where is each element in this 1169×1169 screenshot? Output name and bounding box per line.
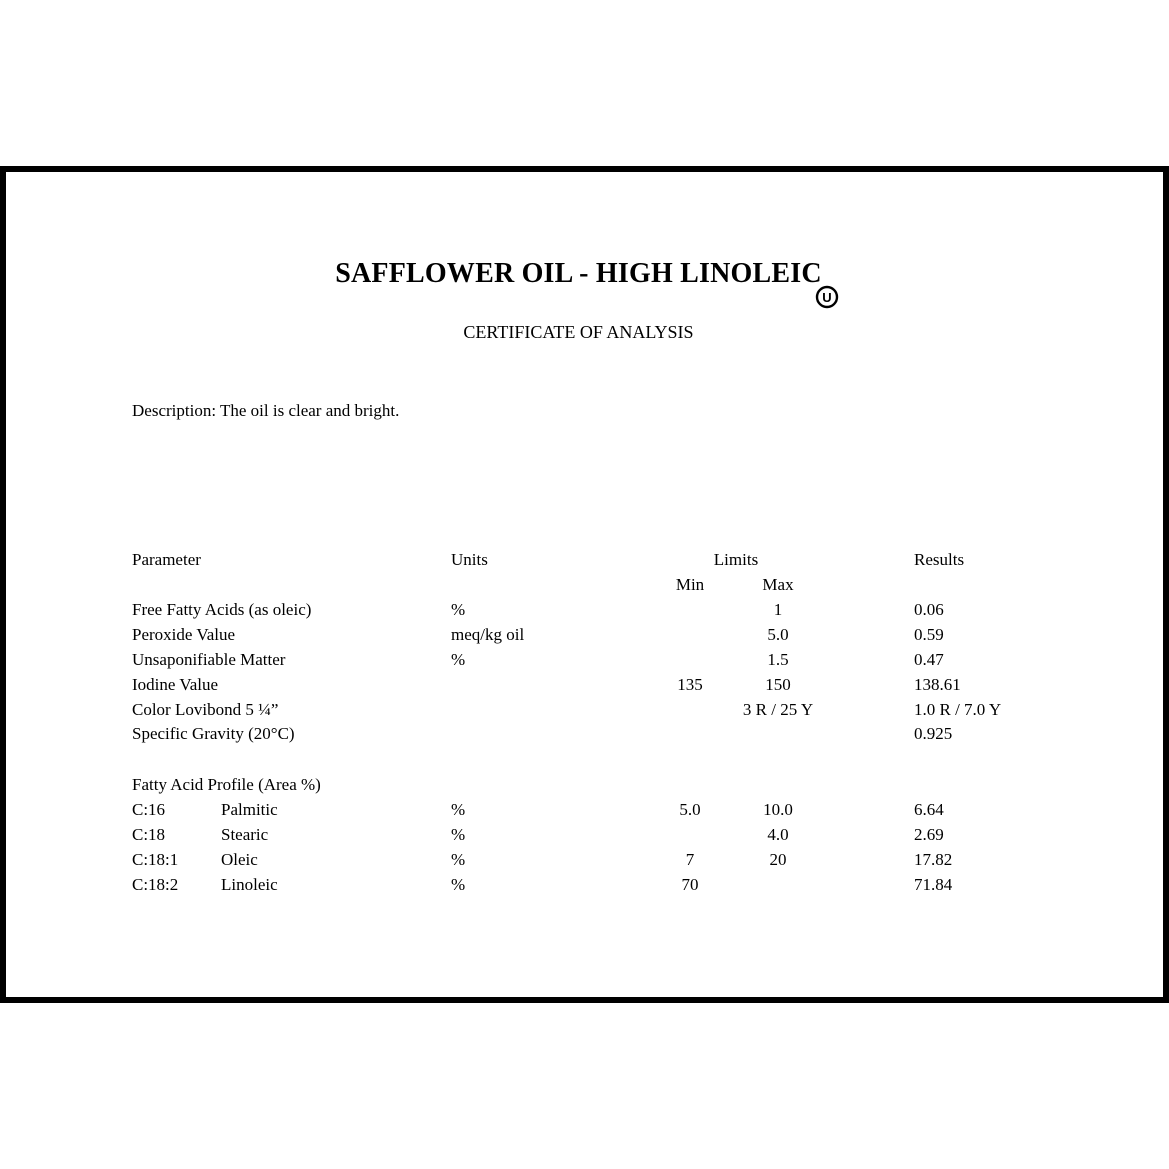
row-result: 0.06	[914, 600, 944, 619]
description: Description: The oil is clear and bright.	[132, 401, 400, 420]
fatty-acid-result: 71.84	[914, 875, 953, 894]
row-units: meq/kg oil	[451, 625, 525, 644]
fatty-acid-units: %	[451, 800, 466, 819]
row-max: 1	[773, 600, 783, 619]
fatty-acid-heading: Fatty Acid Profile (Area %)	[132, 775, 321, 794]
fatty-acid-name: Linoleic	[221, 875, 278, 894]
row-parameter: Unsaponifiable Matter	[132, 650, 286, 669]
fatty-acid-units: %	[451, 875, 466, 894]
row-result: 0.47	[914, 650, 944, 669]
row-result: 138.61	[914, 675, 961, 694]
document-subtitle: CERTIFICATE OF ANALYSIS	[463, 322, 694, 342]
row-max: 1.5	[767, 650, 789, 669]
row-max: 3 R / 25 Y	[742, 700, 814, 719]
header-max: Max	[762, 575, 794, 594]
fatty-acid-result: 2.69	[914, 825, 944, 844]
header-limits: Limits	[713, 550, 759, 569]
row-parameter: Color Lovibond 5 ¼”	[132, 700, 279, 719]
row-parameter: Iodine Value	[132, 675, 219, 694]
fatty-acid-code: C:18:2	[132, 875, 179, 894]
fatty-acid-max: 4.0	[767, 825, 789, 844]
fatty-acid-min: 70	[681, 875, 699, 894]
fatty-acid-name: Stearic	[221, 825, 269, 844]
fatty-acid-result: 6.64	[914, 800, 944, 819]
kosher-ou-symbol-icon	[815, 285, 839, 309]
fatty-acid-max: 10.0	[763, 800, 793, 819]
header-parameter: Parameter	[132, 550, 201, 569]
document-frame	[0, 166, 1169, 1003]
fatty-acid-code: C:18:1	[132, 850, 179, 869]
ou-letter: U	[822, 290, 832, 305]
row-result: 0.925	[914, 724, 953, 743]
document-title: SAFFLOWER OIL - HIGH LINOLEIC	[335, 258, 822, 289]
fatty-acid-result: 17.82	[914, 850, 953, 869]
header-units: Units	[451, 550, 488, 569]
row-result: 1.0 R / 7.0 Y	[914, 700, 1002, 719]
fatty-acid-name: Palmitic	[221, 800, 278, 819]
row-max: 150	[765, 675, 791, 694]
header-min: Min	[675, 575, 705, 594]
row-max: 5.0	[767, 625, 789, 644]
fatty-acid-code: C:18	[132, 825, 166, 844]
header-results: Results	[914, 550, 965, 569]
row-parameter: Peroxide Value	[132, 625, 236, 644]
fatty-acid-code: C:16	[132, 800, 166, 819]
fatty-acid-name: Oleic	[221, 850, 258, 869]
fatty-acid-min: 5.0	[679, 800, 701, 819]
row-result: 0.59	[914, 625, 944, 644]
row-units: %	[451, 600, 466, 619]
row-parameter: Free Fatty Acids (as oleic)	[132, 600, 312, 619]
row-parameter: Specific Gravity (20°C)	[132, 724, 295, 743]
fatty-acid-units: %	[451, 825, 466, 844]
row-min: 135	[677, 675, 703, 694]
fatty-acid-max: 20	[769, 850, 787, 869]
fatty-acid-units: %	[451, 850, 466, 869]
fatty-acid-min: 7	[685, 850, 695, 869]
row-units: %	[451, 650, 466, 669]
